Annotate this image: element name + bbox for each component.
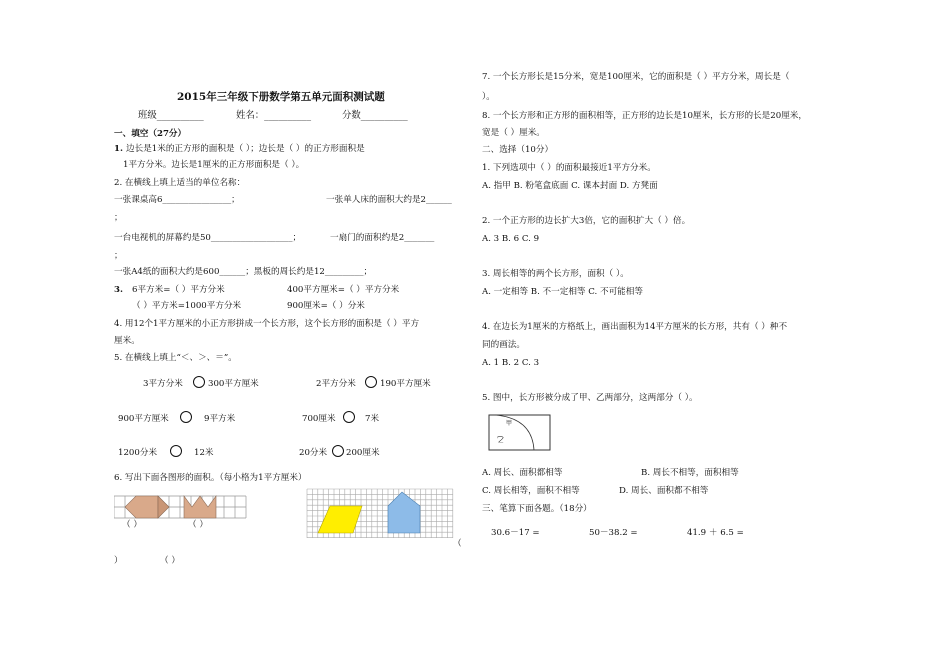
s2-q3-options[interactable]: A. 一定相等 B. 不一定相等 C. 不可能相等	[482, 287, 643, 297]
q3-c: （ ）平方米=1000平方分米	[132, 301, 242, 311]
q5-r1b: 300平方厘米	[208, 379, 259, 389]
compare-circle-2[interactable]	[365, 376, 377, 388]
class-field[interactable]: 班级__________	[138, 110, 204, 121]
grid-figure-left	[114, 495, 248, 519]
s2-q2-stem: 2. 一个正方形的边长扩大3倍，它的面积扩大（ ）倍。	[482, 216, 691, 226]
q6-blank5[interactable]: （ ）	[160, 556, 180, 566]
q5-r3b: 12米	[194, 448, 214, 458]
q6-blank1[interactable]: （ ）	[122, 520, 142, 530]
q3-number: 3.	[114, 285, 123, 295]
calc-2: 50－38.2 =	[589, 528, 638, 538]
q3-b: 400平方厘米=（ ）平方分米	[287, 285, 400, 295]
grid-figure-right	[306, 488, 454, 539]
q7-line1: 7. 一个长方形长是15分米，宽是100厘米，它的面积是（ ）平方分米，周长是（	[482, 72, 790, 82]
s2-q2-options[interactable]: A. 3 B. 6 C. 9	[482, 234, 540, 244]
compare-circle-4[interactable]	[343, 411, 355, 423]
q2-d-semicolon: ；	[114, 251, 123, 261]
section2-heading: 二、选择（10分）	[482, 145, 554, 155]
section3-heading: 三、笔算下面各题。（18分）	[482, 504, 592, 514]
q2-b: 一张单人床的面积大约是2______	[326, 195, 452, 205]
q4-line1: 4. 用12个1平方厘米的小正方形拼成一个长方形，这个长方形的面积是（ ）平方	[114, 319, 420, 329]
q4-line2: 厘米。	[114, 336, 140, 346]
s2-q4-line2: 同的画法。	[482, 340, 525, 350]
calc-3: 41.9 ＋ 6.5 =	[687, 528, 744, 538]
shape-brown-3	[184, 496, 216, 518]
q5-r2b: 9平方米	[204, 414, 236, 424]
q5-line1: 5. 在横线上填上“＜、＞、＝”。	[114, 353, 237, 363]
name-field[interactable]: 姓名：__________	[236, 110, 312, 121]
q5-r3d: 200厘米	[346, 448, 380, 458]
q1-line1: 边长是1米的正方形的面积是（ ）；边长是（ ）的正方形面积是	[126, 144, 365, 154]
section1-heading: 一、填空（27分）	[114, 129, 187, 139]
q7-line2: ）。	[482, 92, 495, 102]
q2-b-semicolon: ；	[114, 213, 123, 223]
s2-q5-optD[interactable]: D. 周长、面积都不相等	[619, 486, 709, 496]
score-field[interactable]: 分数__________	[342, 110, 408, 121]
q2-d: 一扇门的面积约是2_______	[330, 233, 435, 243]
q2-a: 一张课桌高6________________；	[114, 195, 240, 205]
q6-blank3: （	[453, 539, 462, 549]
q3-a: 6平方米=（ ）平方分米	[132, 285, 225, 295]
s2-q5-optB[interactable]: B. 周长不相等，面积相等	[641, 468, 739, 478]
q5-r2a: 900平方厘米	[118, 414, 169, 424]
s2-q1-stem: 1. 下列选项中（ ）的面积最接近1平方分米。	[482, 163, 656, 173]
q5-r3a: 1200分米	[118, 448, 158, 458]
label-jia: 甲	[506, 420, 513, 427]
s2-q5-stem: 5. 图中，长方形被分成了甲、乙两部分，这两部分（ ）。	[482, 393, 698, 403]
q2-line1: 2. 在横线上填上适当的单位名称：	[114, 178, 246, 188]
q5-r3c: 20分米	[299, 448, 328, 458]
q1-number: 1.	[114, 144, 123, 154]
shape-brown-2	[158, 496, 169, 518]
s2-q5-optC[interactable]: C. 周长相等，面积不相等	[482, 486, 580, 496]
q6-blank4: ）	[114, 556, 123, 566]
q1-line2: 1平方分米。边长是1厘米的正方形面积是（ ）。	[123, 160, 305, 170]
q2-e: 一张A4纸的面积大约是600______；黑板的周长约是12_________；	[114, 267, 373, 277]
q2-c: 一台电视机的屏幕约是50___________________；	[114, 233, 302, 243]
shape-brown-1	[125, 496, 158, 518]
s2-q4-line1: 4. 在边长为1厘米的方格纸上，画出面积为14平方厘米的长方形，共有（ ）种不	[482, 322, 788, 332]
q6-line1: 6. 写出下面各图形的面积。（每小格为1平方厘米）	[114, 473, 307, 483]
label-yi: 乙	[497, 435, 504, 443]
page-title: 2015年三年级下册数学第五单元面积测试题	[177, 91, 385, 103]
q8-line1: 8. 一个长方形和正方形的面积相等，正方形的边长是10厘米，长方形的长是20厘米，	[482, 111, 807, 121]
q6-blank2[interactable]: （ ）	[188, 520, 208, 530]
compare-circle-5[interactable]	[170, 445, 182, 457]
rectangle-diagram	[488, 414, 552, 452]
compare-circle-1[interactable]	[193, 376, 205, 388]
compare-circle-6[interactable]	[332, 445, 344, 457]
compare-circle-3[interactable]	[180, 411, 192, 423]
s2-q5-optA[interactable]: A. 周长、面积都相等	[482, 468, 563, 478]
s2-q4-options[interactable]: A. 1 B. 2 C. 3	[482, 358, 540, 368]
q5-r2c: 700厘米	[302, 414, 336, 424]
q3-d: 900厘米=（ ）分米	[287, 301, 365, 311]
q5-r1a: 3平方分米	[143, 379, 183, 389]
q5-r1c: 2平方分米	[316, 379, 356, 389]
calc-1: 30.6－17 =	[491, 528, 540, 538]
q8-line2: 宽是（ ）厘米。	[482, 128, 545, 138]
s2-q3-stem: 3. 周长相等的两个长方形，面积（ ）。	[482, 269, 629, 279]
s2-q1-options[interactable]: A. 指甲 B. 粉笔盒底面 C. 课本封面 D. 方凳面	[482, 181, 658, 191]
q5-r1d: 190平方厘米	[380, 379, 431, 389]
q5-r2d: 7米	[365, 414, 380, 424]
